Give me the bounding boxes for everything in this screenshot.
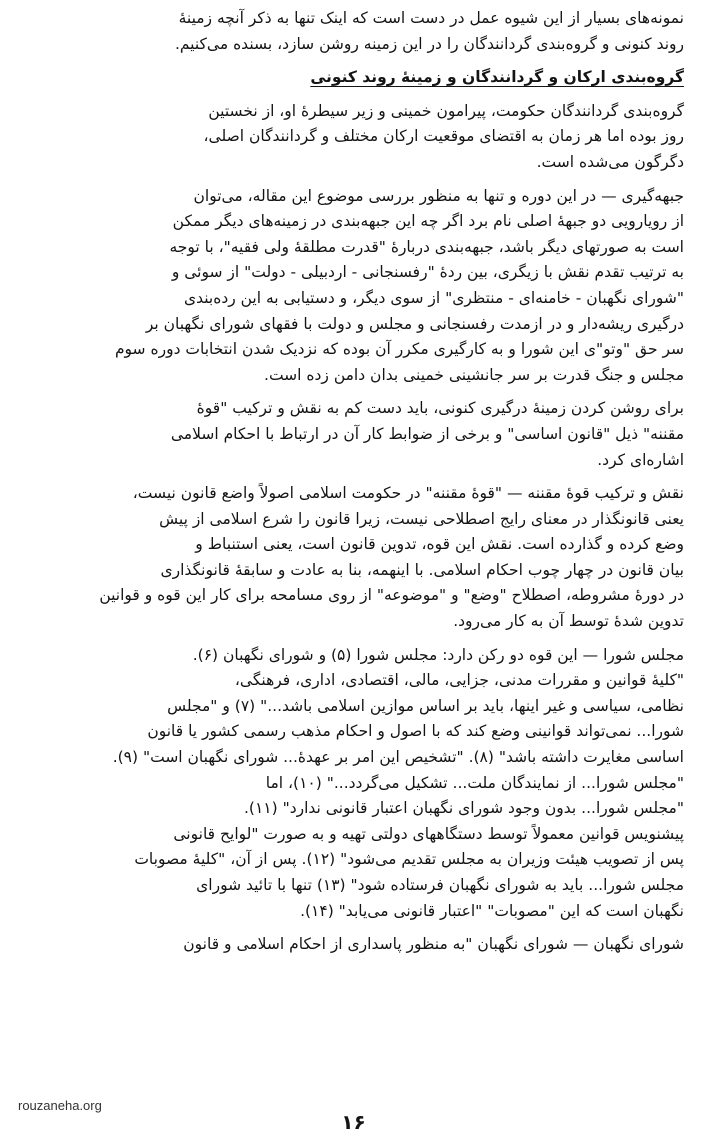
text-line: مقننه" ذیل "قانون اساسی" و برخی از ضوابط کار آن در ارتباط با احکام اسلامی: [170, 424, 684, 443]
paragraph: [26, 932, 684, 958]
text-line: است به صورتهای دیگر باشد، جبهه‌بندی درباره‌ٔ "قدرت مطلقه‌ٔ ولی فقیه"، با توجه: [169, 237, 684, 256]
text-line: "شورای نگهبان - خامنه‌ای - منتظری" از سوی دیگر، و دستیابی به این رده‌بندی: [183, 288, 684, 307]
text-line: مجلس شورا — این قوه دو رکن دارد: مجلس شورا (۵) و شورای نگهبان (۶).: [192, 645, 684, 664]
spacer: [26, 176, 684, 184]
text-line: اساسی مغایرت داشته باشد" (۸). "تشخیص این امر بر عهده‌ٔ... شورای نگهبان است" (۹).: [112, 748, 684, 767]
text-line: پیشنویس قوانین معمولاً توسط دستگاههای دولتی تهیه و به صورت "لوایح قانونی: [173, 824, 684, 843]
text-line: از رویارویی دو جبههٔ اصلی نام برد اگر چه این جبهه‌بندی در زمینه‌های دیگر ممکن: [172, 212, 684, 231]
paragraph: [26, 396, 684, 473]
text-line: شورای نگهبان — شورای نگهبان "به منظور پاسداری از احکام اسلامی و قانون: [183, 935, 684, 954]
text-line: "مجلس شورا... از نمایندگان ملت... تشکیل می‌گردد..." (۱۰)، اما: [265, 773, 684, 792]
spacer: [26, 91, 684, 99]
text-line: "کلیه‌ٔ قوانین و مقررات مدنی، جزایی، مالی، اقتصادی، اداری، فرهنگی،: [234, 671, 684, 690]
document-page: [26, 6, 684, 958]
text-line: اشاره‌ای کرد.: [597, 450, 684, 469]
section-heading: گروه‌بندی ارکان و گردانندگان و زمینه‌ٔ روند کنونی: [310, 68, 684, 87]
text-line: دگرگون می‌شده است.: [536, 152, 684, 171]
text-line: پس از تصویب هیئت وزیران به مجلس تقدیم می‌شود" (۱۲). پس از آن، "کلیه‌ٔ مصوبات: [134, 850, 684, 869]
spacer: [26, 635, 684, 643]
text-line: شورا... نمی‌تواند قوانینی وضع کند که با اصول و احکام مذهب رسمی کشور یا قانون: [147, 722, 684, 741]
paragraph: [26, 6, 684, 57]
text-line: جبهه‌گیری — در این دوره و تنها به منظور بررسی موضوع این مقاله، می‌توان: [193, 186, 684, 205]
text-line: بیان قانون در چهار چوب احکام اسلامی. با اینهمه، بنا به عادت و سابقه‌ٔ قانونگذاری: [160, 560, 684, 579]
text-line: در دوره‌ٔ مشروطه، اصطلاح "وضع" و "موضوعه" از روی مسامحه برای کار این قوه و قوانین: [99, 586, 684, 605]
spacer: [26, 57, 684, 65]
text-line: تدوین شده‌ٔ توسط آن به کار می‌رود.: [453, 612, 684, 631]
text-line: روند کنونی و گروه‌بندی گردانندگان را در این زمینه روشن سازد، بسنده می‌کنیم.: [174, 34, 684, 53]
text-line: برای روشن کردن زمینه‌ٔ درگیری کنونی، باید دست کم به نقش و ترکیب "قوه‌ٔ: [196, 399, 684, 418]
text-line: سر حق "وتو"ی این شورا و به کارگیری مکرر آن بوده که نزدیک شدن انتخابات دوره سوم: [114, 340, 684, 359]
paragraph: [26, 481, 684, 635]
paragraph: [26, 643, 684, 925]
paragraph: [26, 184, 684, 389]
text-line: مجلس شورا... باید به شورای نگهبان فرستاده شود" (۱۳) تنها با تائید شورای: [196, 876, 684, 894]
site-watermark: rouzaneha.org: [18, 1098, 102, 1113]
text-line: نقش و ترکیب قوه‌ٔ مقننه — "قوه‌ٔ مقننه" در حکومت اسلامی اصولاً واضع قانون نیست،: [132, 484, 684, 503]
text-line: یعنی قانونگذار در معنای رایج اصطلاحی نیست، زیرا قانون را شرع اسلامی از پیش: [159, 509, 684, 528]
text-line: روز بوده اما هر زمان به اقتضای موقعیت ارکان مختلف و گردانندگان اصلی،: [203, 127, 684, 146]
text-line: "مجلس شورا... بدون وجود شورای نگهبان اعتبار قانونی ندارد" (۱۱).: [243, 799, 684, 818]
text-line: نمونه‌های بسیار از این شیوه عمل در دست است که اینک تنها به ذکر آنچه زمینه‌ٔ: [178, 9, 684, 27]
text-line: به ترتیب تقدم نقش با زیگری، بین رده‌ٔ "رفسنجانی - اردبیلی - دولت" از سوئی و: [171, 263, 684, 282]
text-line: گروه‌بندی گردانندگان حکومت، پیرامون خمینی و زیر سیطره‌ٔ او، از نخستین: [208, 101, 684, 120]
spacer: [26, 473, 684, 481]
text-line: مجلس و جنگ قدرت بر سر جانشینی خمینی بدان دامن زده است.: [264, 365, 684, 384]
page-number: ١۶: [341, 1110, 366, 1134]
spacer: [26, 924, 684, 932]
text-line: نظامی، سیاسی و غیر اینها، باید بر اساس موازین اسلامی باشد..." (۷) و "مجلس: [167, 696, 684, 715]
text-line: نگهبان است که این "مصوبات" "اعتبار قانونی می‌یابد" (۱۴).: [300, 901, 684, 920]
paragraph: [26, 99, 684, 176]
text-line: درگیری ریشه‌دار و در ازمدت رفسنجانی و مجلس و دولت با فقهای شورای نگهبان بر: [145, 314, 684, 333]
text-line: وضع کرده و گذارده است. نقش این قوه، تدوین قانون است، یعنی استنباط و: [195, 535, 684, 554]
spacer: [26, 388, 684, 396]
